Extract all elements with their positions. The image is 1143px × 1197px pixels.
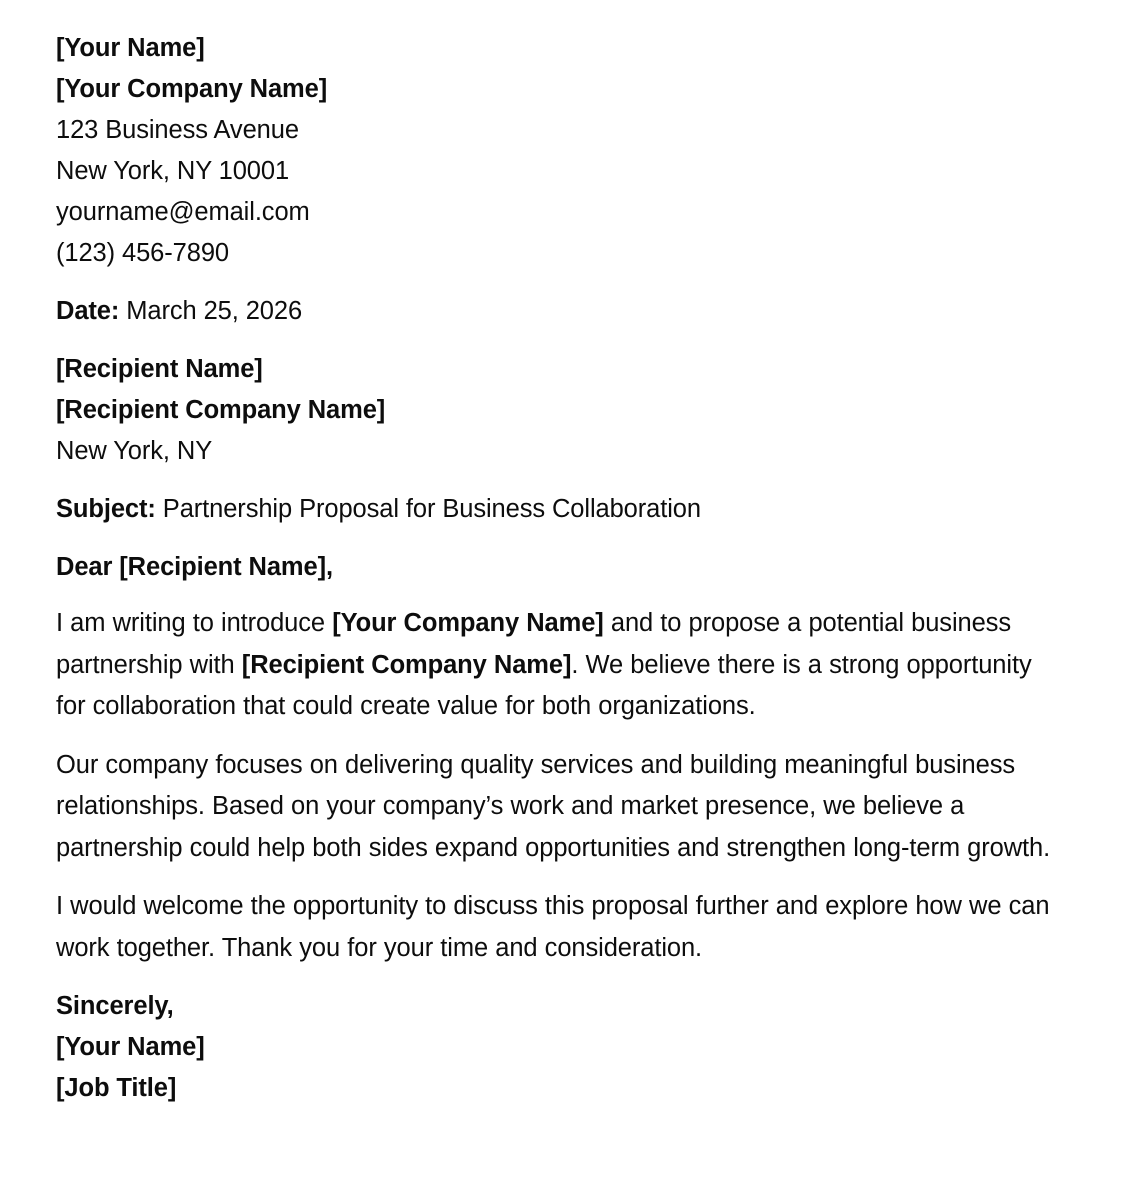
sender-phone: (123) 456-7890 <box>56 239 229 267</box>
date-line <box>56 291 1058 332</box>
date-value: March 25, 2026 <box>119 297 303 325</box>
subject-label: Subject: <box>56 495 156 523</box>
sender-city-state-zip: New York, NY 10001 <box>56 157 290 185</box>
sender-street: 123 Business Avenue <box>56 116 299 144</box>
sender-address-block <box>56 28 1058 274</box>
sender-name: [Your Name] <box>56 34 205 62</box>
signature-block <box>56 986 1058 1109</box>
body-paragraph-1 <box>56 603 1058 728</box>
letter-body <box>56 28 1058 1109</box>
closing-salutation: Sincerely, <box>56 992 174 1020</box>
signature-name: [Your Name] <box>56 1033 205 1061</box>
recipient-name: [Recipient Name] <box>56 355 263 383</box>
recipient-address-block <box>56 349 1058 472</box>
sender-email: yourname@email.com <box>56 198 310 226</box>
salutation <box>56 547 1058 588</box>
paragraph-1-bold-your-company: [Your Company Name] <box>332 609 604 637</box>
body-paragraph-2: Our company focuses on delivering quality services and building meaningful business relationships. Based on your company’s work and market presence, we believe a partnership could help both sides expand opportunities and strengthen long-term growth. <box>56 750 1051 862</box>
paragraph-1-part-1: I am writing to introduce <box>56 609 333 637</box>
subject-value: Partnership Proposal for Business Collaboration <box>155 495 701 523</box>
paragraph-1-part-2: and to propose a potential business partnership with <box>56 609 1011 679</box>
recipient-city-state: New York, NY <box>56 437 213 465</box>
paragraph-1-part-3: . We believe there is a strong opportunity for collaboration that could create value for both organizations. <box>56 650 1032 720</box>
signature-job-title: [Job Title] <box>56 1074 177 1102</box>
subject-line <box>56 489 1058 530</box>
sender-company: [Your Company Name] <box>56 75 328 103</box>
paragraph-1-bold-recipient-company: [Recipient Company Name] <box>241 650 572 679</box>
greeting-text: Dear [Recipient Name], <box>56 553 333 581</box>
date-label: Date: <box>56 297 120 325</box>
recipient-company: [Recipient Company Name] <box>56 396 386 424</box>
body-paragraph-3: I would welcome the opportunity to discuss this proposal further and explore how we can work together. Thank you for your time and consideration. <box>56 892 1050 962</box>
